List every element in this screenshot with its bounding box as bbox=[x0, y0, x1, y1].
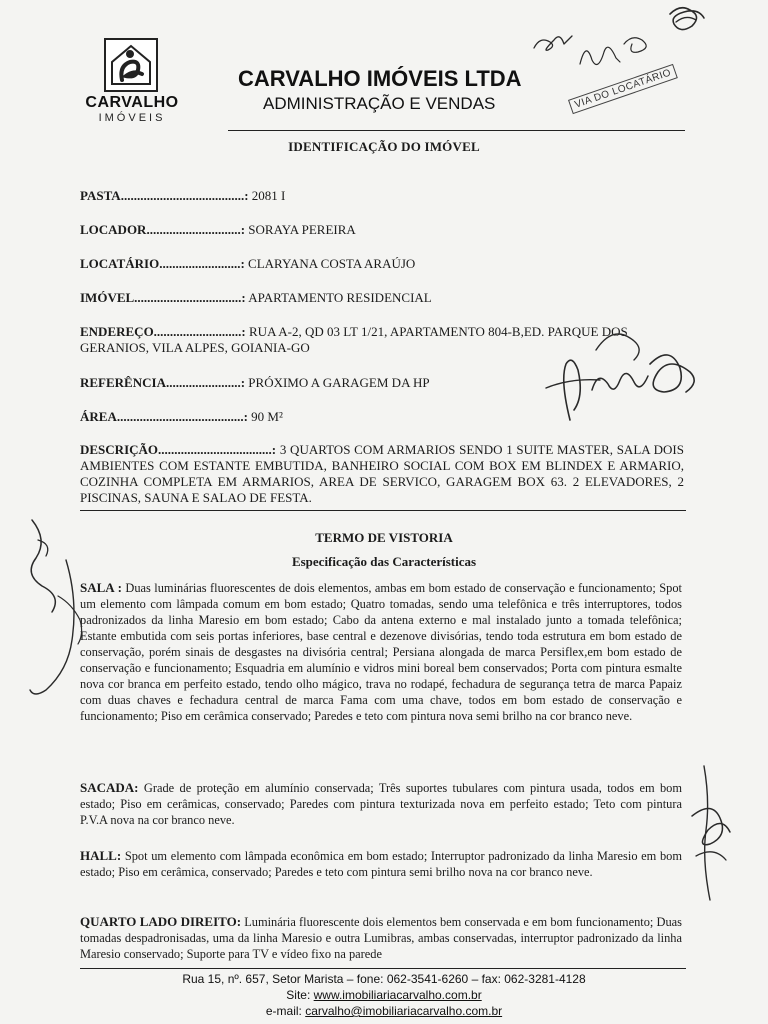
field-value: 90 M² bbox=[247, 409, 283, 424]
section-sacada bbox=[80, 780, 682, 828]
margin-initials bbox=[686, 760, 746, 910]
field-label: ÁREA.......................................: bbox=[80, 409, 248, 424]
field-label: LOCADOR.............................: bbox=[80, 222, 246, 237]
email-label: e-mail: bbox=[265, 1004, 306, 1018]
footer-email bbox=[0, 1004, 768, 1018]
section-text: Grade de proteção em alumínio conservada; Três suportes tubulares com pintura usada, todos em bom estado; Piso em cerâmicas, conservado; Paredes com pintura texturizada nova em perfeito estado; Teto com pintura P.V.A nova na cor branco neve. bbox=[80, 781, 682, 827]
logo-subtitle: IMÓVEIS bbox=[98, 112, 166, 124]
section-divider bbox=[80, 510, 686, 511]
field-value: CLARYANA COSTA ARAÚJO bbox=[244, 256, 416, 271]
handwritten-signature bbox=[530, 320, 710, 430]
section-sala bbox=[80, 580, 682, 724]
header-divider bbox=[228, 130, 685, 131]
site-link[interactable]: www.imobiliariacarvalho.com.br bbox=[313, 988, 482, 1002]
field-label: REFERÊNCIA.......................: bbox=[80, 375, 246, 390]
field-label: PASTA......................................: bbox=[80, 188, 249, 203]
field-value: 2081 I bbox=[248, 188, 286, 203]
section-label: QUARTO LADO DIREITO: bbox=[80, 914, 242, 929]
field-descricao bbox=[80, 442, 684, 506]
section-text: Luminária fluorescente dois elementos bem conservada e em bom funcionamento; Duas tomadas despadronisadas, uma da linha Maresio e outra Lumibras, ambas conservadas, interruptor padronizado da linha Maresio conservado; Suporte para TV e vídeo fixo na parede bbox=[80, 915, 682, 961]
section-label: HALL: bbox=[80, 848, 122, 863]
field-value: 3 QUARTOS COM ARMARIOS SENDO 1 SUITE MASTER, SALA DOIS AMBIENTES COM ESTANTE EMBUTIDA, BANHEIRO SOCIAL COM BOX EM BLINDEX E ARMARIO, COZINHA COMPLETA EM ARMARIOS, AREA DE SERVICO, GARAGEM BOX 63. 2 ELEVADORES, 2 PISCINAS, SAUNA E SALAO DE FESTA. bbox=[80, 442, 684, 505]
section-label: SALA : bbox=[80, 580, 122, 595]
field-value: SORAYA PEREIRA bbox=[245, 222, 356, 237]
section-quarto-lado-direito bbox=[80, 914, 682, 962]
margin-signature bbox=[12, 500, 92, 710]
field-value: APARTAMENTO RESIDENCIAL bbox=[245, 290, 432, 305]
section-label: SACADA: bbox=[80, 780, 139, 795]
field-value: PRÓXIMO A GARAGEM DA HP bbox=[245, 375, 430, 390]
footer-address: Rua 15, nº. 657, Setor Marista – fone: 062-3541-6260 – fax: 062-3281-4128 bbox=[182, 972, 586, 986]
field-imovel bbox=[80, 290, 680, 306]
logo-name: CARVALHO bbox=[85, 94, 179, 111]
site-label: Site: bbox=[286, 988, 314, 1002]
company-tagline: ADMINISTRAÇÃO E VENDAS bbox=[263, 94, 496, 113]
field-locatario bbox=[80, 256, 680, 272]
field-label: LOCATÁRIO.........................: bbox=[80, 256, 245, 271]
field-pasta bbox=[80, 188, 680, 204]
field-label: IMÓVEL.................................: bbox=[80, 290, 246, 305]
section-text: Duas luminárias fluorescentes de dois elementos, ambas em bom estado de conservação e funcionamento; Spot um elemento com lâmpada comum em bom estado; Quatro tomadas, sendo uma telefônica e três interruptores, todos padronizados da linha Maresio em bom estado; Cabo da antena externo e mal instalado junto a tomada telefônica; Estante embutida com seis portas inferiores, base central e dezenove divisórias, tendo toda estrutura em bom estado de conservação, porém sinais de desgastes na divisória central; Persiana alongada de marca Persiflex,em bom estado de conservação e funcionamento; Esquadria em alumínio e vidros mini boreal bem conservados; Porta com pintura esmalte nova cor branca em perfeito estado, tendo olho mágico, trava no rodapé, fechadura de segurança tetra de marca Papaiz com duas chaves e fechadura central de marca Fama com uma chave, todos em bom estado de conservação e funcionamento; Piso em cerâmica conservado; Paredes e teto com pintura nova semi brilho na cor branco neve. bbox=[80, 581, 682, 723]
document-title: IDENTIFICAÇÃO DO IMÓVEL bbox=[288, 139, 480, 154]
field-locador bbox=[80, 222, 680, 238]
footer-divider bbox=[80, 968, 686, 969]
copy-stamp: VIA DO LOCATÁRIO bbox=[568, 64, 678, 114]
house-logo-icon bbox=[104, 38, 158, 92]
company-name: CARVALHO IMÓVEIS LTDA bbox=[238, 66, 522, 91]
email-link[interactable]: carvalho@imobiliariacarvalho.com.br bbox=[305, 1004, 503, 1018]
handwritten-initials bbox=[520, 0, 720, 80]
footer-site bbox=[0, 988, 768, 1002]
field-label: ENDEREÇO...........................: bbox=[80, 324, 246, 339]
section-hall bbox=[80, 848, 682, 880]
section-text: Spot um elemento com lâmpada econômica em bom estado; Interruptor padronizado da linha Maresio em bom estado; Piso em cerâmica, conservado; Paredes e teto com pintura semi brilho nova na cor branco neve. bbox=[80, 849, 682, 879]
field-label: DESCRIÇÃO...................................: bbox=[80, 442, 277, 457]
field-value: RUA A-2, QD 03 LT 1/21, APARTAMENTO 804-B,ED. PARQUE DOS GERANIOS, VILA ALPES, GOIANIA-GO bbox=[80, 324, 628, 355]
termo-subtitle: Especificação das Características bbox=[291, 554, 477, 569]
termo-title: TERMO DE VISTORIA bbox=[315, 530, 453, 545]
